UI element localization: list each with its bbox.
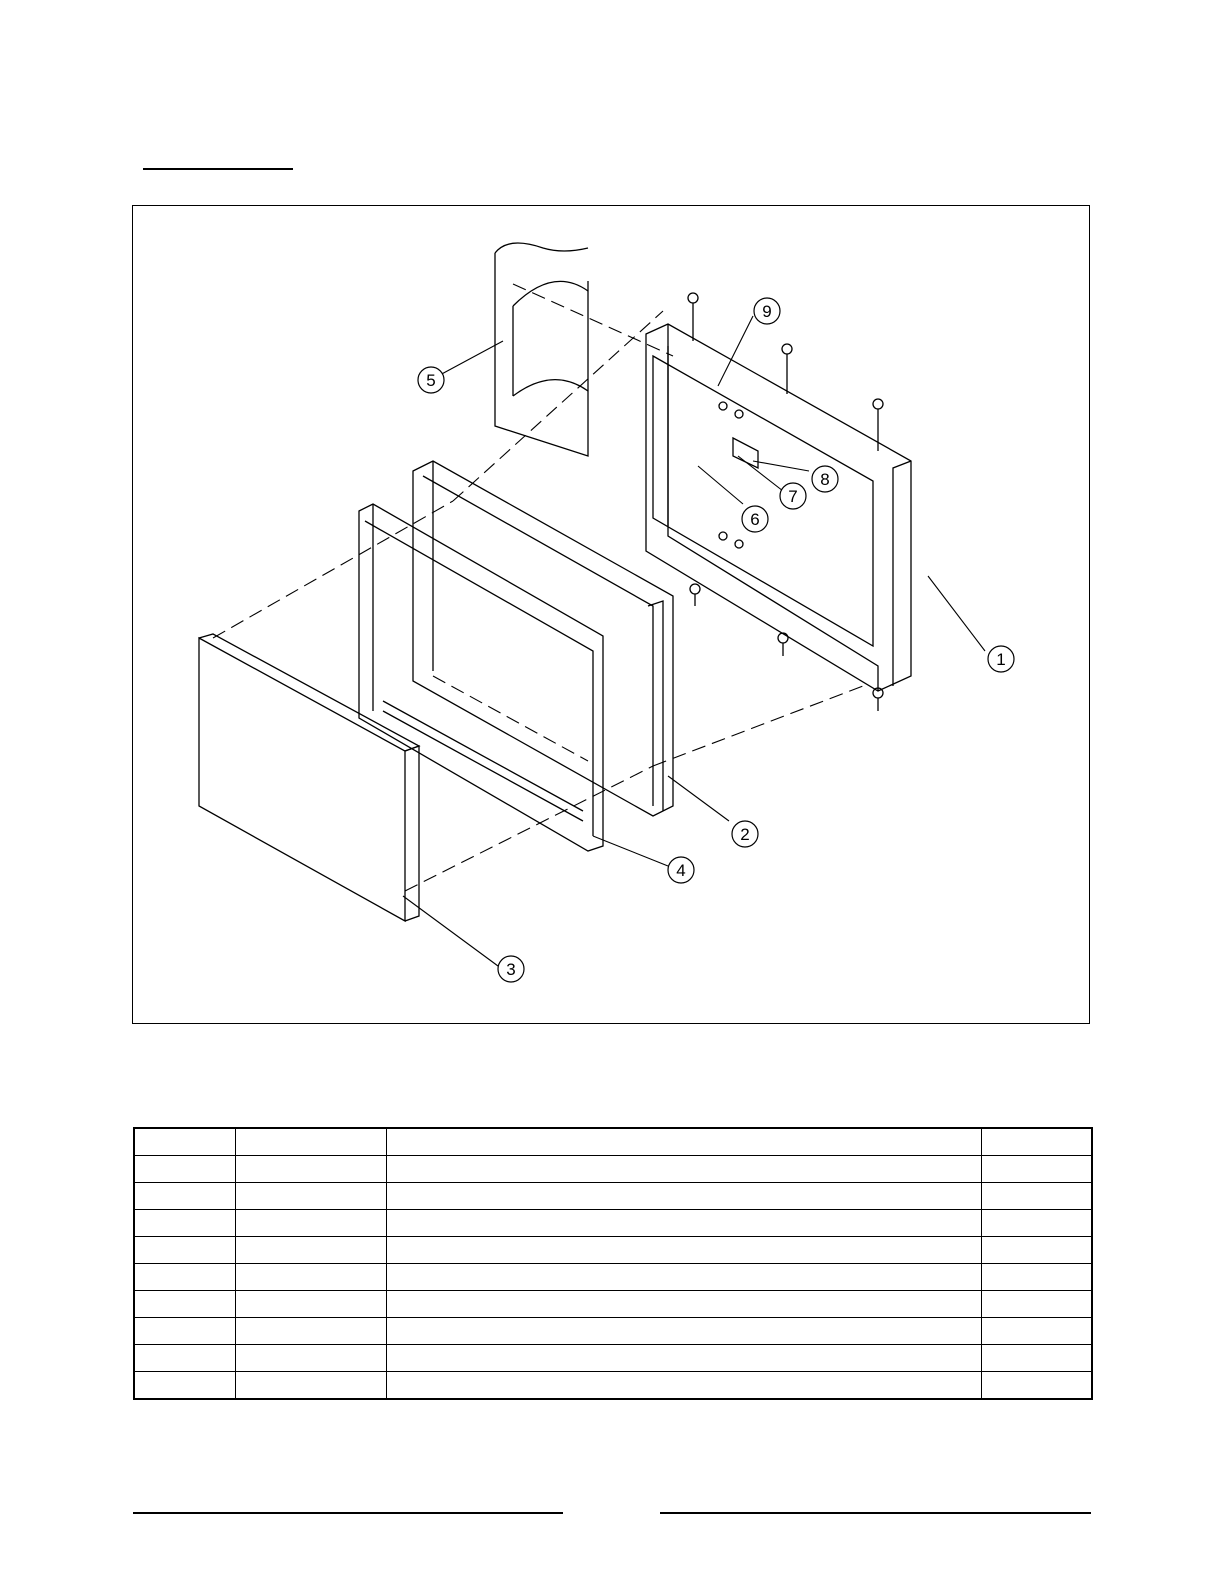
table-cell — [134, 1183, 235, 1210]
heading-underline — [143, 168, 293, 170]
table-cell — [981, 1128, 1092, 1156]
table-cell — [386, 1237, 981, 1264]
table-cell — [386, 1210, 981, 1237]
table-row — [134, 1318, 1092, 1345]
table-cell — [981, 1156, 1092, 1183]
table-cell — [134, 1291, 235, 1318]
part-3-drawer-front — [199, 634, 419, 921]
table-cell — [235, 1345, 386, 1372]
callout-4 — [668, 857, 694, 883]
callout-9 — [754, 298, 780, 324]
callout-5 — [418, 367, 444, 393]
table-cell — [134, 1318, 235, 1345]
table-row — [134, 1372, 1092, 1400]
table-cell — [981, 1237, 1092, 1264]
assembly-guide-lines — [213, 284, 863, 891]
svg-text:5: 5 — [426, 371, 436, 390]
table-cell — [981, 1183, 1092, 1210]
table-cell — [386, 1372, 981, 1400]
table-cell — [386, 1128, 981, 1156]
table-cell — [134, 1345, 235, 1372]
table-cell — [235, 1372, 386, 1400]
table-cell — [981, 1372, 1092, 1400]
svg-text:1: 1 — [996, 650, 1006, 669]
table-cell — [386, 1183, 981, 1210]
table-cell — [134, 1237, 235, 1264]
callout-6 — [742, 506, 768, 532]
table-row — [134, 1156, 1092, 1183]
table-cell — [235, 1183, 386, 1210]
table-row — [134, 1345, 1092, 1372]
part-5-handle-bracket — [495, 243, 588, 456]
table-cell — [235, 1291, 386, 1318]
table-cell — [235, 1210, 386, 1237]
table-row — [134, 1237, 1092, 1264]
svg-text:7: 7 — [788, 487, 798, 506]
callout-2 — [732, 821, 758, 847]
table-cell — [235, 1128, 386, 1156]
table-cell — [134, 1372, 235, 1400]
svg-text:4: 4 — [676, 861, 686, 880]
table-row — [134, 1291, 1092, 1318]
table-cell — [134, 1156, 235, 1183]
table-cell — [386, 1156, 981, 1183]
part-2-mounting-frame — [413, 461, 673, 816]
table-cell — [386, 1291, 981, 1318]
table-cell — [386, 1318, 981, 1345]
table-cell — [235, 1318, 386, 1345]
table-cell — [134, 1210, 235, 1237]
table-cell — [981, 1318, 1092, 1345]
exploded-view-diagram — [132, 205, 1090, 1024]
footer-rule-left — [133, 1512, 563, 1514]
callout-3 — [498, 956, 524, 982]
table-cell — [981, 1291, 1092, 1318]
table-cell — [981, 1210, 1092, 1237]
svg-text:6: 6 — [750, 510, 760, 529]
table-cell — [235, 1264, 386, 1291]
table-cell — [386, 1345, 981, 1372]
table-cell — [981, 1345, 1092, 1372]
callout-7 — [780, 483, 806, 509]
table-cell — [981, 1264, 1092, 1291]
table-cell — [386, 1264, 981, 1291]
table-cell — [134, 1264, 235, 1291]
table-row — [134, 1128, 1092, 1156]
svg-text:8: 8 — [820, 470, 830, 489]
svg-text:2: 2 — [740, 825, 750, 844]
table-cell — [235, 1237, 386, 1264]
part-4-trim-bezel — [359, 504, 603, 851]
svg-text:9: 9 — [762, 302, 772, 321]
table-row — [134, 1210, 1092, 1237]
table-row — [134, 1183, 1092, 1210]
exploded-view-drawing — [133, 206, 1091, 1025]
callout-8 — [812, 466, 838, 492]
parts-list-table — [133, 1127, 1093, 1400]
svg-text:3: 3 — [506, 960, 516, 979]
table-cell — [134, 1128, 235, 1156]
table-cell — [235, 1156, 386, 1183]
callout-balloons — [418, 298, 1014, 982]
callout-1 — [988, 646, 1014, 672]
table-row — [134, 1264, 1092, 1291]
footer-rule-right — [660, 1512, 1091, 1514]
